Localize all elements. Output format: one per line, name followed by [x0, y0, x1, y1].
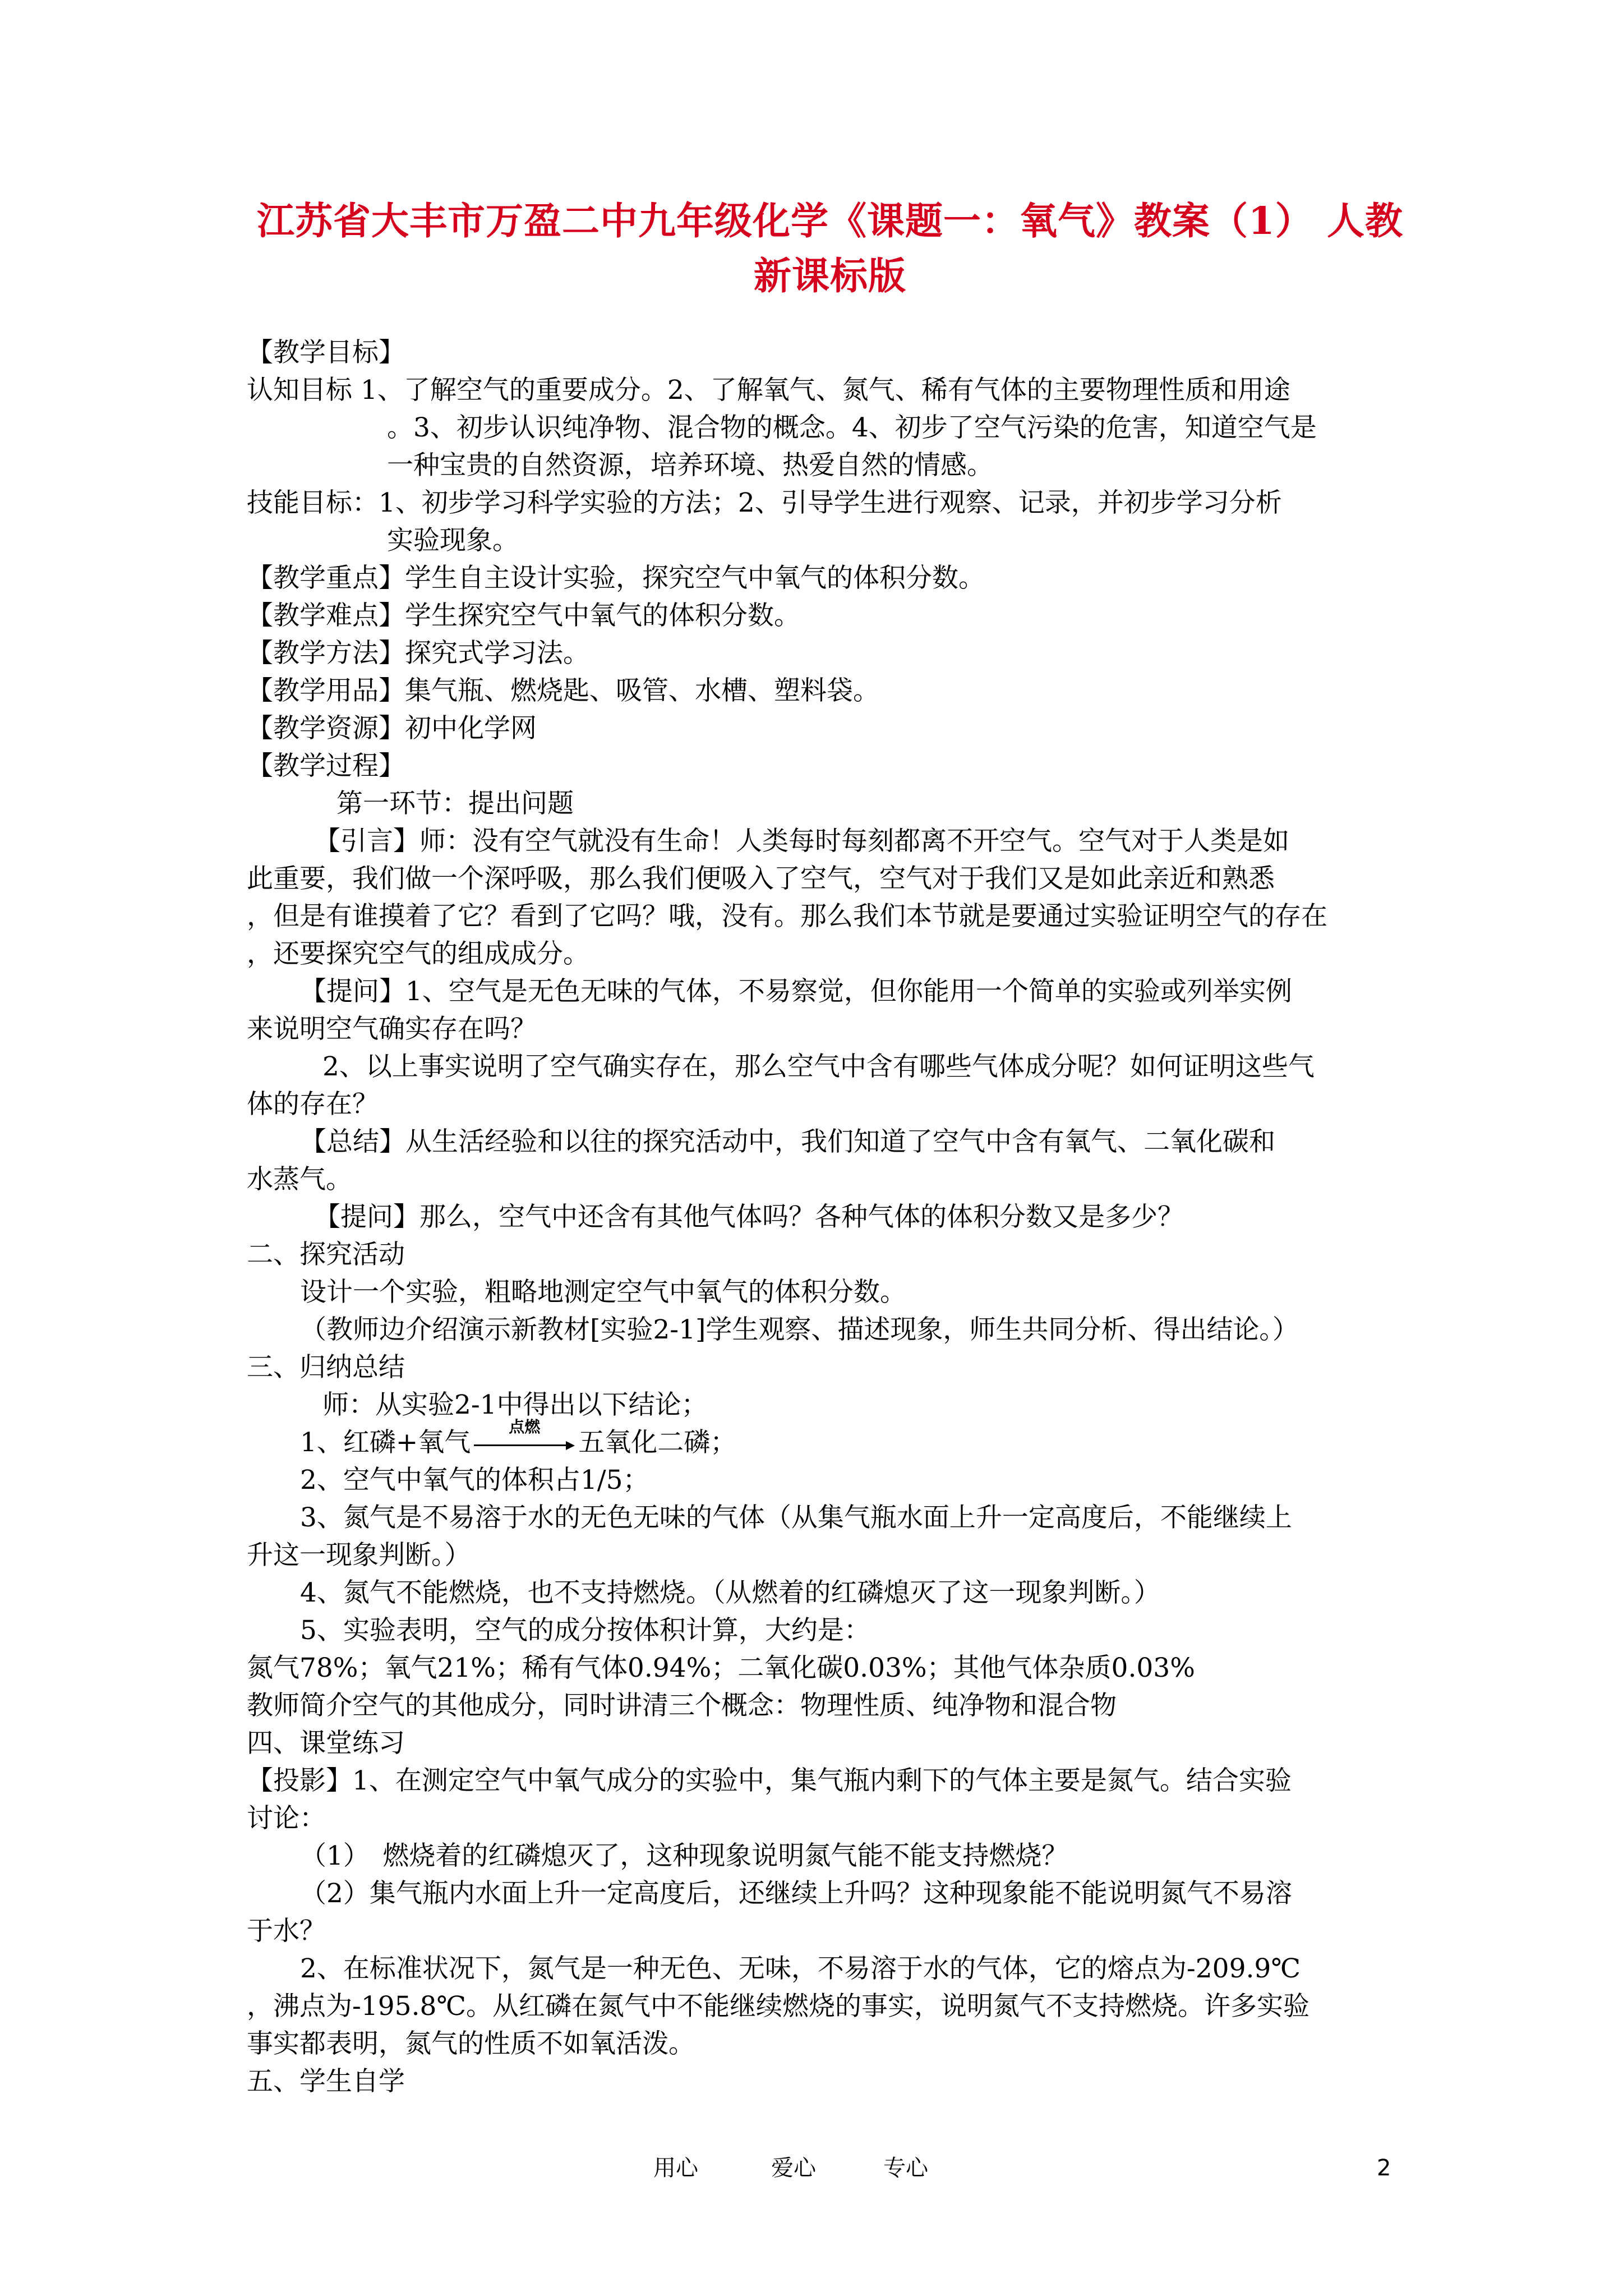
arrow-shaft — [474, 1444, 568, 1446]
paragraph-line: 5、实验表明，空气的成分按体积计算，大约是： — [300, 1615, 870, 1646]
title-line-1: 江苏省大丰市万盈二中九年级化学《课题一：氧气》教案（1） 人教 — [257, 199, 1403, 243]
paragraph-line: 体的存在？ — [247, 1089, 379, 1120]
paragraph-line: 【教学方法】探究式学习法。 — [247, 638, 589, 669]
paragraph-line: 第一环节：提出问题 — [336, 788, 574, 819]
paragraph-line: 4、氮气不能燃烧，也不支持燃烧。（从燃着的红磷熄灭了这一现象判断。） — [300, 1577, 1160, 1608]
reaction-reactants: 1、红磷+氧气 — [300, 1427, 471, 1458]
paragraph-line: 【教学难点】学生探究空气中氧气的体积分数。 — [247, 600, 800, 631]
document-body — [247, 334, 1396, 2100]
paragraph-line: 教师简介空气的其他成分，同时讲清三个概念：物理性质、纯净物和混合物 — [247, 1690, 1117, 1721]
paragraph-line: ，沸点为-195.8℃。从红磷在氮气中不能继续燃烧的事实，说明氮气不支持燃烧。许多实验 — [247, 1991, 1310, 2022]
paragraph-line: 【教学重点】学生自主设计实验，探究空气中氧气的体积分数。 — [247, 563, 985, 593]
section-heading-process: 【教学过程】 — [247, 751, 405, 781]
paragraph-line: （教师边介绍演示新教材[实验2-1]学生观察、描述现象，师生共同分析、得出结论。） — [300, 1314, 1299, 1345]
page-number: 2 — [1377, 2155, 1391, 2181]
paragraph-line: ，但是有谁摸着了它？看到了它吗？哦，没有。那么我们本节就是要通过实验证明空气的存在 — [247, 901, 1327, 932]
paragraph-line: 2、空气中氧气的体积占1/5； — [300, 1465, 649, 1496]
paragraph-line: 升这一现象判断。） — [247, 1540, 471, 1571]
paragraph-line: 来说明空气确实存在吗？ — [247, 1014, 537, 1045]
paragraph-line: 氮气78%；氧气21%；稀有气体0.94%；二氧化碳0.03%；其他气体杂质0.03% — [247, 1653, 1195, 1683]
paragraph-line: 认知目标 1、了解空气的重要成分。2、了解氧气、氮气、稀有气体的主要物理性质和用途 — [247, 375, 1290, 406]
footer-text-3: 专心 — [883, 2155, 928, 2181]
reaction-condition: 点燃 — [509, 1418, 541, 1436]
paragraph-line: 于水？ — [247, 1916, 326, 1947]
section-heading-2: 二、探究活动 — [247, 1239, 405, 1270]
paragraph-line: （1） 燃烧着的红磷熄灭了，这种现象说明氮气能不能支持燃烧？ — [300, 1841, 1068, 1871]
title-line-2: 新课标版 — [754, 254, 906, 298]
paragraph-line: 【引言】师：没有空气就没有生命！人类每时每刻都离不开空气。空气对于人类是如 — [314, 826, 1289, 857]
section-heading-3: 三、归纳总结 — [247, 1352, 405, 1383]
paragraph-line: 师：从实验2-1中得出以下结论； — [322, 1389, 708, 1420]
reaction-equation — [247, 1418, 1396, 1461]
paragraph-line: （2）集气瓶内水面上升一定高度后，还继续上升吗？这种现象能不能说明氮气不易溶 — [300, 1878, 1292, 1909]
paragraph-line: 【提问】1、空气是无色无味的气体，不易察觉，但你能用一个简单的实验或列举实例 — [300, 976, 1292, 1007]
paragraph-line: 【教学资源】初中化学网 — [247, 713, 537, 744]
paragraph-line: 技能目标：1、初步学习科学实验的方法；2、引导学生进行观察、记录，并初步学习分析 — [247, 487, 1282, 518]
section-heading-4: 四、课堂练习 — [247, 1728, 405, 1759]
paragraph-line: 事实都表明，氮气的性质不如氧活泼。 — [247, 2028, 695, 2059]
paragraph-line: 2、以上事实说明了空气确实存在，那么空气中含有哪些气体成分呢？如何证明这些气 — [322, 1051, 1315, 1082]
page-footer — [0, 2151, 1623, 2185]
paragraph-line: 一种宝贵的自然资源，培养环境、热爱自然的情感。 — [387, 450, 993, 481]
paragraph-line: 【提问】那么，空气中还含有其他气体吗？各种气体的体积分数又是多少？ — [314, 1202, 1184, 1232]
document-title — [236, 194, 1424, 303]
footer-text-2: 爱心 — [771, 2155, 816, 2181]
footer-text-1: 用心 — [653, 2155, 698, 2181]
paragraph-line: 3、氮气是不易溶于水的无色无味的气体（从集气瓶水面上升一定高度后，不能继续上 — [300, 1502, 1292, 1533]
paragraph-line: 。3、初步认识纯净物、混合物的概念。4、初步了空气污染的危害，知道空气是 — [387, 412, 1317, 443]
paragraph-line: 此重要，我们做一个深呼吸，那么我们便吸入了空气，空气对于我们又是如此亲近和熟悉 — [247, 863, 1275, 894]
paragraph-line: 【教学用品】集气瓶、燃烧匙、吸管、水槽、塑料袋。 — [247, 675, 879, 706]
paragraph-line: 【总结】从生活经验和以往的探究活动中，我们知道了空气中含有氧气、二氧化碳和 — [300, 1126, 1275, 1157]
paragraph-line: 水蒸气。 — [247, 1164, 352, 1195]
reaction-arrow — [474, 1418, 575, 1456]
arrow-head-icon — [566, 1441, 575, 1450]
paragraph-line: ，还要探究空气的组成成分。 — [247, 938, 589, 969]
section-heading-5: 五、学生自学 — [247, 2066, 405, 2097]
paragraph-line: 2、在标准状况下，氮气是一种无色、无味，不易溶于水的气体，它的熔点为-209.9℃ — [300, 1953, 1301, 1984]
paragraph-line: 设计一个实验，粗略地测定空气中氧气的体积分数。 — [300, 1277, 906, 1308]
paragraph-line: 讨论： — [247, 1803, 326, 1834]
reaction-products: 五氧化二磷； — [578, 1427, 737, 1458]
paragraph-line: 实验现象。 — [387, 525, 519, 556]
section-heading-objectives: 【教学目标】 — [247, 337, 405, 368]
paragraph-line: 【投影】1、在测定空气中氧气成分的实验中，集气瓶内剩下的气体主要是氮气。结合实验 — [247, 1765, 1292, 1796]
